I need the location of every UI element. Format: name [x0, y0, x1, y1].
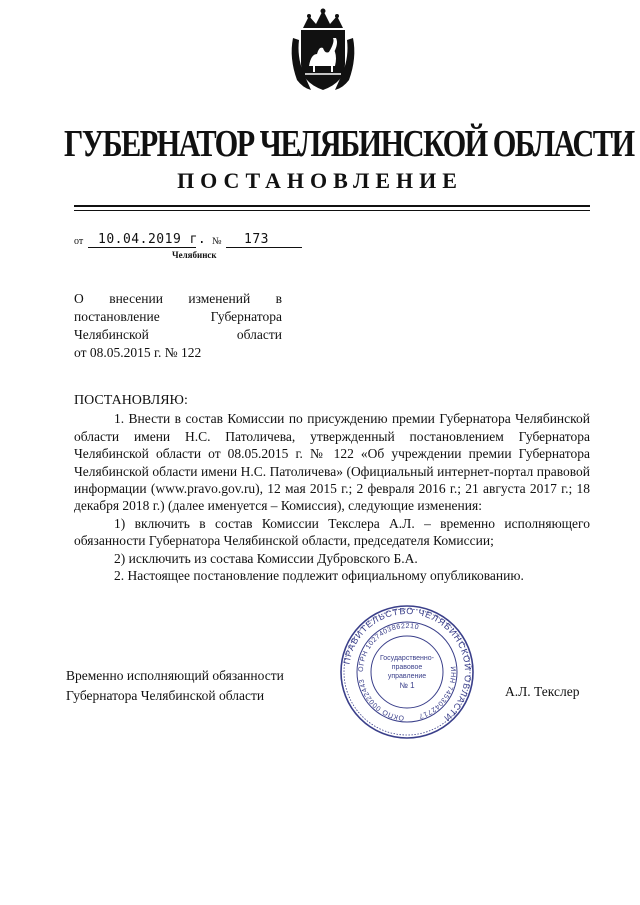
from-label: от: [74, 236, 84, 247]
stamp-ogrn: ОГРН 1027403862210: [357, 622, 420, 673]
stamp-outer-text: ПРАВИТЕЛЬСТВО ЧЕЛЯБИНСКОЙ ОБЛАСТИ: [341, 605, 474, 724]
stamp-inner-line: Государственно-: [379, 655, 435, 662]
paragraph-2: 2. Настоящее постановление подлежит официальному опубликованию.: [114, 568, 524, 584]
official-stamp: [339, 604, 475, 740]
document-date: 10.04.2019 г.: [98, 232, 207, 247]
coat-of-arms-emblem: [289, 8, 357, 92]
paragraph-1-item-1: 1) включить в состав Комиссии Текслера А.Л. – временно исполняющего обязанности Губернатора Челябинской области, председателя Комиссии;: [74, 515, 590, 549]
paragraph-1: 1. Внести в состав Комиссии по присуждению премии Губернатора Челябинской области имени Н.С. Патоличева, утвержденный постановлением Губернатора Челябинской области от 08.05.2015 г. № 122 «Об учреждении премии Губернатора Челябинской области имени Н.С. Патоличева» (Официальный интернет-портал правовой информации (www.pravo.gov.ru), 12 мая 2015 г.; 2 февраля 2016 г.; 21 августа 2017 г.; 18 декабря 2018 г.) (далее именуется – Комиссия), следующие изменения:: [74, 411, 590, 514]
date-underline: [88, 247, 196, 248]
authority-title: ГУБЕРНАТОР ЧЕЛЯБИНСКОЙ ОБЛАСТИ: [64, 123, 634, 165]
chelyabinsk-coat-of-arms-icon: [289, 8, 357, 92]
stamp-inner-line: управление: [387, 673, 427, 680]
subject-line: постановление Губернатора: [74, 309, 282, 324]
header-rule-thin: [74, 210, 590, 211]
document-type: ПОСТАНОВЛЕНИЕ: [177, 168, 463, 193]
city-name: Челябинск: [172, 250, 217, 260]
position-line: Губернатора Челябинской области: [66, 688, 265, 703]
signatory-name: А.Л. Текслер: [505, 684, 580, 699]
header-rule-thick: [74, 205, 590, 207]
subject-line: Челябинской области: [74, 327, 282, 342]
document-body: [74, 392, 590, 584]
signatory-position: [66, 666, 284, 706]
document-subject: [74, 290, 282, 362]
round-seal-icon: [339, 604, 475, 740]
stamp-okpo: ОКПО 00022443: [358, 678, 405, 721]
decree-word: ПОСТАНОВЛЯЮ:: [74, 393, 188, 408]
subject-line: от 08.05.2015 г. № 122: [74, 345, 202, 360]
subject-line: О внесении изменений в: [74, 291, 282, 306]
paragraph-1-item-2: 2) исключить из состава Комиссии Дубровского Б.А.: [114, 550, 418, 566]
stamp-inner-line: правовое: [391, 664, 423, 671]
document-number: 173: [244, 232, 269, 247]
number-underline: [226, 247, 302, 248]
number-label: №: [212, 236, 222, 247]
stamp-inner-line: № 1: [399, 681, 415, 690]
stamp-inn: ИНН 7453042717: [417, 666, 457, 720]
position-line: Временно исполняющий обязанности: [66, 668, 284, 683]
